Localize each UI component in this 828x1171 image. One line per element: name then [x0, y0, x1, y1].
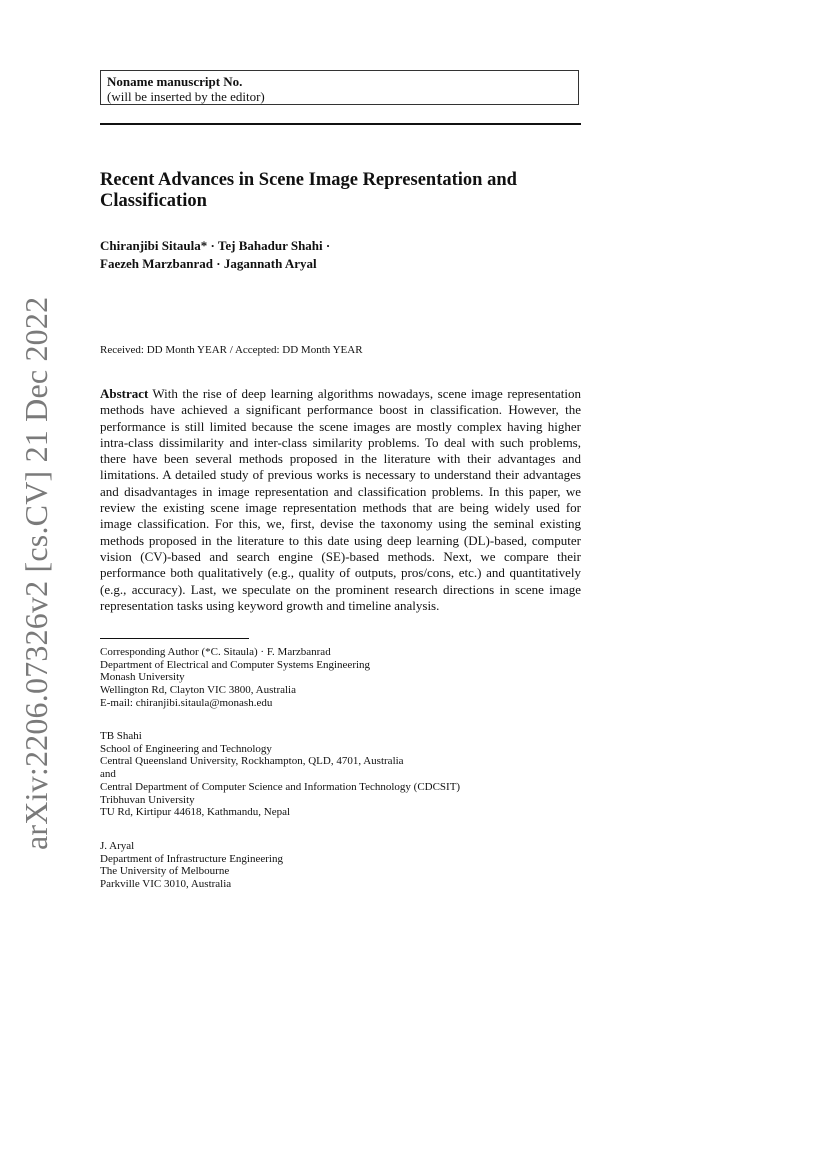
affil-line: Central Department of Computer Science and Information Technology (CDCSIT) — [100, 780, 461, 793]
abstract-text: With the rise of deep learning algorithms nowadays, scene image representation methods have achieved a significant performance boost in classification. However, the performance is still limited because the scene images are mostly complex having higher intra-class dissimilarity and inter-class similarity problems. To deal with such problems, there have been several methods proposed in the literature with their advantages and limitations. A detailed study of previous works is necessary to understand their advantages and disadvantages in image representation and classification problems. In this paper, we review the existing scene image representation methods that are being widely used for image classification. For this, we, first, devise the taxonomy using the seminal existing methods proposed in the literature to this date using deep learning (DL)-based, computer vision (CV)-based and search engine (SE)-based methods. Next, we compare their performance both qualitatively (e.g., quality of outputs, pros/cons, etc.) and quantitatively (e.g., accuracy). Last, we speculate on the prominent research directions in scene image representation tasks using keyword growth and timeline analysis. — [100, 386, 581, 613]
abstract — [100, 386, 581, 614]
affil-line: Corresponding Author (*C. Sitaula) · F. Marzbanrad — [100, 646, 331, 658]
received-accepted: Received: DD Month YEAR / Accepted: DD Month YEAR — [100, 344, 363, 356]
affil-line: TB Shahi — [100, 730, 142, 742]
header-rule — [100, 123, 581, 125]
affiliation-shahi — [100, 730, 581, 819]
affiliation-corresponding — [100, 646, 581, 710]
editor-box — [100, 70, 579, 105]
affil-line: and — [100, 768, 116, 781]
affil-line: J. Aryal — [100, 840, 135, 852]
footnote-rule — [100, 638, 249, 639]
arxiv-stamp: arXiv:2206.07326v2 [cs.CV] 21 Dec 2022 — [18, 296, 54, 850]
affil-line: Central Queensland University, Rockhampton, QLD, 4701, Australia — [100, 755, 404, 768]
author-list — [100, 237, 590, 273]
affil-line: Parkville VIC 3010, Australia — [100, 878, 232, 891]
affil-email: E-mail: chiranjibi.sitaula@monash.edu — [100, 696, 273, 709]
affil-line: Wellington Rd, Clayton VIC 3800, Australia — [100, 684, 296, 697]
paper-title: Recent Advances in Scene Image Representation and Classification — [100, 170, 517, 211]
manuscript-number: Noname manuscript No. — [107, 74, 243, 89]
author-line-1: Chiranjibi Sitaula* · Tej Bahadur Shahi · — [100, 238, 331, 253]
editor-note: (will be inserted by the editor) — [107, 89, 265, 104]
affil-line: TU Rd, Kirtipur 44618, Kathmandu, Nepal — [100, 806, 291, 819]
affil-line: Tribhuvan University — [100, 793, 195, 806]
affil-line: Department of Electrical and Computer Systems Engineering — [100, 658, 371, 671]
affil-line: School of Engineering and Technology — [100, 742, 272, 755]
affil-line: Monash University — [100, 671, 185, 684]
abstract-label: Abstract — [100, 386, 149, 401]
affil-line: Department of Infrastructure Engineering — [100, 852, 283, 865]
author-line-2: Faezeh Marzbanrad · Jagannath Aryal — [100, 256, 317, 271]
affil-line: The University of Melbourne — [100, 865, 230, 878]
affiliation-aryal — [100, 840, 581, 891]
